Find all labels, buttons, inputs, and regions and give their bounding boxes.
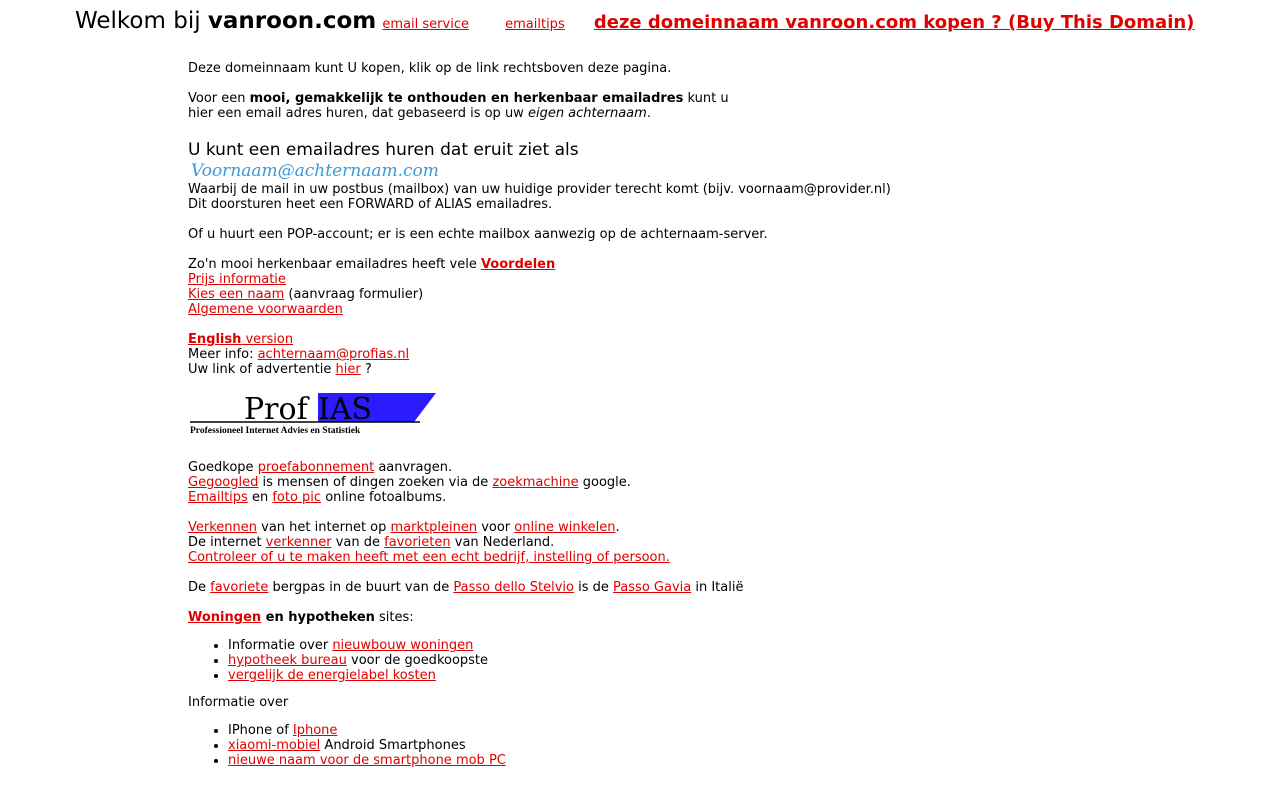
controleer-bedrijf-link[interactable]: Controleer of u te maken heeft met een echt bedrijf, instelling of persoon. bbox=[188, 550, 670, 565]
mob-pc-link[interactable]: nieuwe naam voor de smartphone mob PC bbox=[228, 753, 506, 768]
list-item-text: IPhone of bbox=[228, 723, 293, 738]
prijs-info-link[interactable]: Prijs informatie bbox=[188, 272, 286, 287]
list-item bbox=[228, 753, 1188, 768]
misc-text: is mensen of dingen zoeken via de bbox=[258, 475, 493, 490]
intro-emphasis: eigen achternaam bbox=[527, 106, 647, 121]
xiaomi-mobiel-link[interactable]: xiaomi-mobiel bbox=[228, 738, 321, 753]
intro-bold: mooi, gemakkelijk te onthouden en herkenbaar emailadres bbox=[249, 91, 684, 106]
kies-naam-link[interactable]: Kies een naam bbox=[188, 287, 285, 302]
profias-logo-graphic bbox=[188, 392, 438, 438]
welcome-prefix: Welkom bij bbox=[75, 8, 201, 34]
list-item bbox=[228, 668, 1188, 683]
list-item bbox=[228, 738, 1188, 753]
welcome-domain: vanroon.com bbox=[207, 8, 377, 34]
woningen-suffix: sites: bbox=[374, 610, 414, 625]
intro-text: . bbox=[646, 106, 651, 121]
explore-text: van de bbox=[331, 535, 385, 550]
phones-list bbox=[188, 723, 1188, 768]
pass-text: bergpas in de buurt van de bbox=[268, 580, 454, 595]
pop-paragraph: Of u huurt een POP-account; er is een echte mailbox aanwezig op de achternaam-server. bbox=[188, 227, 768, 242]
email-service-link[interactable]: email service bbox=[382, 17, 469, 32]
profias-logo[interactable] bbox=[188, 392, 438, 438]
english-rest: version bbox=[241, 332, 294, 347]
logo-tagline: Professioneel Internet Advies en Statistiek bbox=[190, 426, 361, 436]
zoekmachine-link[interactable]: zoekmachine bbox=[492, 475, 579, 490]
intro-text: hier een email adres huren, dat gebaseerd is op uw bbox=[188, 106, 528, 121]
explore-text: voor bbox=[477, 520, 515, 535]
english-bold: English bbox=[188, 332, 242, 347]
explore-text: van Nederland. bbox=[450, 535, 555, 550]
kies-suffix: (aanvraag formulier) bbox=[284, 287, 424, 302]
pass-text: is de bbox=[574, 580, 614, 595]
forward-text: Waarbij de mail in uw postbus (mailbox) van uw huidige provider terecht komt (bijv. voornaam@provider.nl) bbox=[188, 182, 891, 197]
buy-domain-link[interactable]: deze domeinnaam vanroon.com kopen ? (Buy This Domain) bbox=[593, 12, 1195, 33]
forward-text: Dit doorsturen heet een FORWARD of ALIAS emailadres. bbox=[188, 197, 553, 212]
list-item-text: voor de goedkoopste bbox=[346, 653, 489, 668]
gegoogled-link[interactable]: Gegoogled bbox=[188, 475, 259, 490]
misc-text: en bbox=[247, 490, 273, 505]
online-winkelen-link[interactable]: online winkelen bbox=[514, 520, 616, 535]
explore-block bbox=[188, 520, 1188, 565]
favoriete-link[interactable]: favoriete bbox=[210, 580, 269, 595]
marktpleinen-link[interactable]: marktpleinen bbox=[390, 520, 478, 535]
pass-text: De bbox=[188, 580, 211, 595]
benefits-text: Zo'n mooi herkenbaar emailadres heeft vele bbox=[188, 257, 481, 272]
misc-text: Goedkope bbox=[188, 460, 258, 475]
woningen-list bbox=[188, 638, 1188, 683]
intro-line: Deze domeinnaam kunt U kopen, klik op de link rechtsboven deze pagina. bbox=[188, 61, 672, 76]
english-version-link[interactable] bbox=[188, 332, 293, 347]
logo-word-ias: IAS bbox=[318, 392, 373, 427]
woningen-bold: en hypotheken bbox=[261, 610, 375, 625]
misc-text: online fotoalbums. bbox=[321, 490, 447, 505]
misc-text: aanvragen. bbox=[374, 460, 453, 475]
contact-email-link[interactable]: achternaam@profias.nl bbox=[257, 347, 410, 362]
intro-paragraph bbox=[188, 91, 1188, 121]
logo-word-prof: Prof bbox=[244, 392, 308, 427]
list-item-text: Android Smartphones bbox=[320, 738, 466, 753]
nieuwbouw-woningen-link[interactable]: nieuwbouw woningen bbox=[332, 638, 474, 653]
foto-pic-link[interactable]: foto pic bbox=[272, 490, 322, 505]
advert-suffix: ? bbox=[360, 362, 372, 377]
verkenner-link[interactable]: verkenner bbox=[265, 535, 332, 550]
energielabel-link[interactable]: vergelijk de energielabel kosten bbox=[228, 668, 436, 683]
intro-text: Voor een bbox=[188, 91, 250, 106]
explore-text: De internet bbox=[188, 535, 266, 550]
passo-gavia-link[interactable]: Passo Gavia bbox=[613, 580, 692, 595]
emailtips-body-link[interactable]: Emailtips bbox=[188, 490, 248, 505]
headline: U kunt een emailadres huren dat eruit ziet als bbox=[188, 140, 579, 160]
page-header bbox=[75, 8, 1265, 34]
forward-paragraph bbox=[188, 182, 1188, 212]
advert-text: Uw link of advertentie bbox=[188, 362, 336, 377]
misc-text: google. bbox=[578, 475, 631, 490]
list-item-text: Informatie over bbox=[228, 638, 333, 653]
woningen-link[interactable]: Woningen bbox=[188, 610, 262, 625]
emailtips-link[interactable]: emailtips bbox=[505, 17, 565, 32]
woningen-heading bbox=[188, 610, 1188, 625]
voordelen-link[interactable]: Voordelen bbox=[480, 257, 556, 272]
welcome-title bbox=[75, 8, 376, 34]
main-content bbox=[188, 61, 1188, 780]
proefabonnement-link[interactable]: proefabonnement bbox=[257, 460, 375, 475]
benefits-block bbox=[188, 257, 1188, 317]
list-item bbox=[228, 653, 1188, 668]
meer-info-label: Meer info: bbox=[188, 347, 258, 362]
iphone-link[interactable]: Iphone bbox=[292, 723, 338, 738]
phones-heading: Informatie over bbox=[188, 695, 289, 710]
info-block bbox=[188, 332, 1188, 377]
pass-text: in Italië bbox=[691, 580, 744, 595]
example-address: Voornaam@achternaam.com bbox=[191, 161, 439, 181]
advert-here-link[interactable]: hier bbox=[335, 362, 361, 377]
list-item bbox=[228, 638, 1188, 653]
misc-block bbox=[188, 460, 1188, 505]
verkennen-link[interactable]: Verkennen bbox=[188, 520, 258, 535]
hypotheek-bureau-link[interactable]: hypotheek bureau bbox=[228, 653, 347, 668]
explore-text: van het internet op bbox=[257, 520, 391, 535]
algemene-voorwaarden-link[interactable]: Algemene voorwaarden bbox=[188, 302, 343, 317]
list-item bbox=[228, 723, 1188, 738]
passo-stelvio-link[interactable]: Passo dello Stelvio bbox=[453, 580, 574, 595]
explore-text: . bbox=[615, 520, 620, 535]
pass-paragraph bbox=[188, 580, 1188, 595]
favorieten-link[interactable]: favorieten bbox=[384, 535, 451, 550]
intro-text: kunt u bbox=[683, 91, 729, 106]
